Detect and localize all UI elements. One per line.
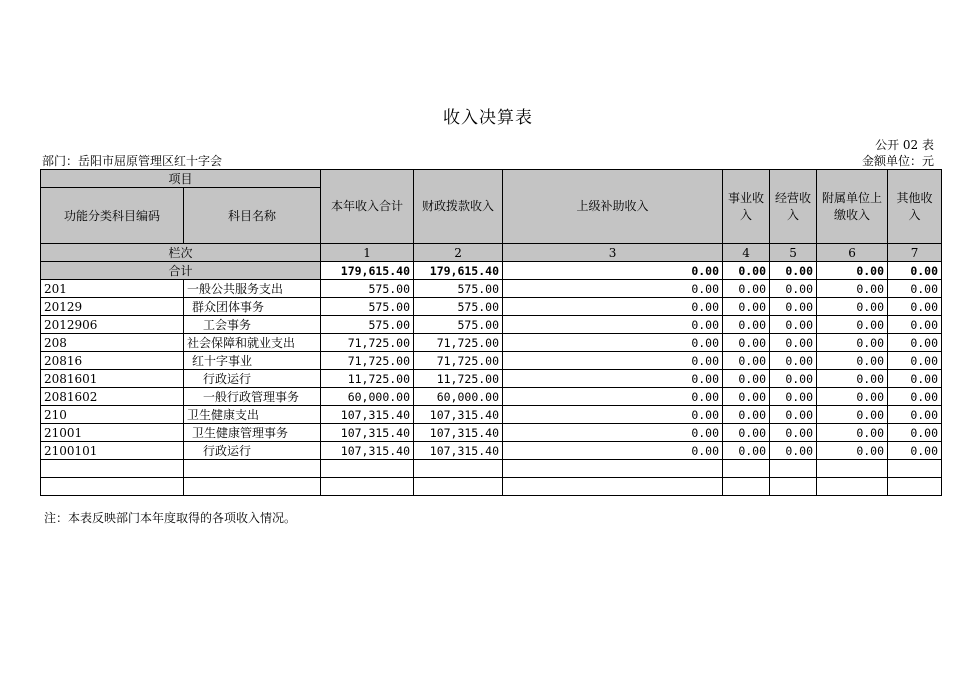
amount-cell: 107,315.40 [414, 424, 503, 442]
amount-cell: 71,725.00 [414, 334, 503, 352]
subject-name-cell: 一般行政管理事务 [184, 388, 321, 406]
table-row [41, 280, 942, 298]
function-code-cell: 201 [41, 280, 184, 298]
empty-cell [321, 478, 414, 496]
amount-cell: 0.00 [817, 424, 888, 442]
total-value: 0.00 [503, 262, 723, 280]
index-col: 2 [414, 244, 503, 262]
total-value: 0.00 [723, 262, 770, 280]
empty-cell [888, 460, 942, 478]
amount-cell: 0.00 [888, 280, 942, 298]
subject-name-cell: 社会保障和就业支出 [184, 334, 321, 352]
amount-cell: 0.00 [888, 316, 942, 334]
header-superior-subsidy: 上级补助收入 [503, 170, 723, 244]
index-label: 栏次 [41, 244, 321, 262]
total-value: 0.00 [770, 262, 817, 280]
empty-cell [817, 460, 888, 478]
amount-cell: 0.00 [888, 298, 942, 316]
empty-cell [503, 460, 723, 478]
report-title: 收入决算表 [443, 108, 533, 128]
amount-cell: 71,725.00 [414, 352, 503, 370]
empty-cell [321, 460, 414, 478]
function-code-cell: 2012906 [41, 316, 184, 334]
subject-name-cell: 一般公共服务支出 [184, 280, 321, 298]
empty-cell [414, 478, 503, 496]
function-code-cell: 20129 [41, 298, 184, 316]
index-row [41, 244, 942, 262]
total-value: 0.00 [888, 262, 942, 280]
index-col: 4 [723, 244, 770, 262]
amount-cell: 0.00 [888, 388, 942, 406]
amount-cell: 107,315.40 [321, 406, 414, 424]
amount-cell: 0.00 [888, 334, 942, 352]
amount-cell: 0.00 [723, 442, 770, 460]
header-function-code: 功能分类科目编码 [41, 188, 184, 244]
amount-cell: 0.00 [770, 334, 817, 352]
table-row [41, 424, 942, 442]
amount-cell: 0.00 [503, 442, 723, 460]
table-code: 公开 02 表 [875, 138, 934, 152]
amount-cell: 0.00 [888, 370, 942, 388]
header-affiliated-income: 附属单位上缴收入 [817, 170, 888, 244]
index-col: 1 [321, 244, 414, 262]
amount-cell: 0.00 [817, 442, 888, 460]
header-operating-income: 经营收入 [770, 170, 817, 244]
subject-name-cell: 工会事务 [184, 316, 321, 334]
function-code-cell: 2100101 [41, 442, 184, 460]
subject-name-cell: 群众团体事务 [184, 298, 321, 316]
amount-cell: 0.00 [817, 280, 888, 298]
empty-cell [770, 460, 817, 478]
empty-cell [770, 478, 817, 496]
amount-cell: 0.00 [770, 424, 817, 442]
amount-cell: 0.00 [888, 406, 942, 424]
blank-row [41, 478, 942, 496]
total-value: 179,615.40 [321, 262, 414, 280]
amount-cell: 107,315.40 [321, 424, 414, 442]
amount-cell: 60,000.00 [321, 388, 414, 406]
amount-cell: 0.00 [817, 388, 888, 406]
amount-cell: 0.00 [817, 316, 888, 334]
amount-cell: 11,725.00 [321, 370, 414, 388]
amount-unit-label: 金额单位：元 [861, 154, 934, 168]
amount-cell: 575.00 [414, 298, 503, 316]
amount-cell: 0.00 [503, 424, 723, 442]
amount-cell: 11,725.00 [414, 370, 503, 388]
amount-cell: 0.00 [770, 442, 817, 460]
amount-cell: 575.00 [321, 280, 414, 298]
table-row [41, 388, 942, 406]
total-value: 179,615.40 [414, 262, 503, 280]
income-table [40, 169, 942, 496]
index-col: 3 [503, 244, 723, 262]
table-row [41, 442, 942, 460]
table-row [41, 370, 942, 388]
function-code-cell: 208 [41, 334, 184, 352]
amount-cell: 0.00 [503, 280, 723, 298]
amount-cell: 0.00 [888, 352, 942, 370]
empty-cell [888, 478, 942, 496]
header-subject-name: 科目名称 [184, 188, 321, 244]
amount-cell: 0.00 [817, 406, 888, 424]
amount-cell: 0.00 [770, 280, 817, 298]
amount-cell: 107,315.40 [414, 442, 503, 460]
function-code-cell: 210 [41, 406, 184, 424]
amount-cell: 0.00 [770, 352, 817, 370]
table-row [41, 316, 942, 334]
empty-cell [723, 460, 770, 478]
empty-cell [723, 478, 770, 496]
amount-cell: 0.00 [503, 316, 723, 334]
table-row [41, 298, 942, 316]
amount-cell: 60,000.00 [414, 388, 503, 406]
amount-cell: 107,315.40 [414, 406, 503, 424]
footnote: 注：本表反映部门本年度取得的各项收入情况。 [44, 511, 297, 525]
amount-cell: 575.00 [321, 298, 414, 316]
amount-cell: 0.00 [770, 406, 817, 424]
subject-name-cell: 行政运行 [184, 370, 321, 388]
department-label: 部门：岳阳市屈原管理区红十字会 [42, 154, 223, 168]
table-row [41, 406, 942, 424]
amount-cell: 0.00 [503, 406, 723, 424]
amount-cell: 575.00 [414, 316, 503, 334]
amount-cell: 0.00 [817, 334, 888, 352]
amount-cell: 0.00 [817, 298, 888, 316]
amount-cell: 0.00 [723, 352, 770, 370]
amount-cell: 71,725.00 [321, 352, 414, 370]
function-code-cell: 21001 [41, 424, 184, 442]
amount-cell: 0.00 [888, 442, 942, 460]
amount-cell: 0.00 [723, 370, 770, 388]
empty-cell [41, 478, 184, 496]
amount-cell: 0.00 [723, 334, 770, 352]
subject-name-cell: 红十字事业 [184, 352, 321, 370]
blank-row [41, 460, 942, 478]
empty-cell [503, 478, 723, 496]
empty-cell [184, 478, 321, 496]
empty-cell [414, 460, 503, 478]
amount-cell: 0.00 [503, 352, 723, 370]
amount-cell: 0.00 [723, 280, 770, 298]
table-row [41, 352, 942, 370]
amount-cell: 0.00 [770, 316, 817, 334]
amount-cell: 0.00 [503, 298, 723, 316]
subject-name-cell: 卫生健康支出 [184, 406, 321, 424]
total-value: 0.00 [817, 262, 888, 280]
subject-name-cell: 卫生健康管理事务 [184, 424, 321, 442]
table-row [41, 334, 942, 352]
header-project: 项目 [41, 170, 321, 188]
index-col: 6 [817, 244, 888, 262]
function-code-cell: 20816 [41, 352, 184, 370]
amount-cell: 0.00 [723, 316, 770, 334]
header-fiscal-income: 财政拨款收入 [414, 170, 503, 244]
amount-cell: 575.00 [414, 280, 503, 298]
index-col: 7 [888, 244, 942, 262]
amount-cell: 107,315.40 [321, 442, 414, 460]
amount-cell: 0.00 [770, 388, 817, 406]
amount-cell: 0.00 [503, 334, 723, 352]
amount-cell: 0.00 [770, 298, 817, 316]
function-code-cell: 2081602 [41, 388, 184, 406]
amount-cell: 0.00 [723, 388, 770, 406]
amount-cell: 0.00 [770, 370, 817, 388]
empty-cell [817, 478, 888, 496]
amount-cell: 0.00 [723, 298, 770, 316]
subject-name-cell: 行政运行 [184, 442, 321, 460]
amount-cell: 0.00 [817, 352, 888, 370]
amount-cell: 71,725.00 [321, 334, 414, 352]
empty-cell [184, 460, 321, 478]
empty-cell [41, 460, 184, 478]
amount-cell: 575.00 [321, 316, 414, 334]
amount-cell: 0.00 [888, 424, 942, 442]
header-other-income: 其他收入 [888, 170, 942, 244]
header-business-income: 事业收入 [723, 170, 770, 244]
index-col: 5 [770, 244, 817, 262]
total-row [41, 262, 942, 280]
amount-cell: 0.00 [723, 406, 770, 424]
total-label: 合计 [41, 262, 321, 280]
header-total-income: 本年收入合计 [321, 170, 414, 244]
amount-cell: 0.00 [817, 370, 888, 388]
function-code-cell: 2081601 [41, 370, 184, 388]
amount-cell: 0.00 [723, 424, 770, 442]
amount-cell: 0.00 [503, 370, 723, 388]
amount-cell: 0.00 [503, 388, 723, 406]
